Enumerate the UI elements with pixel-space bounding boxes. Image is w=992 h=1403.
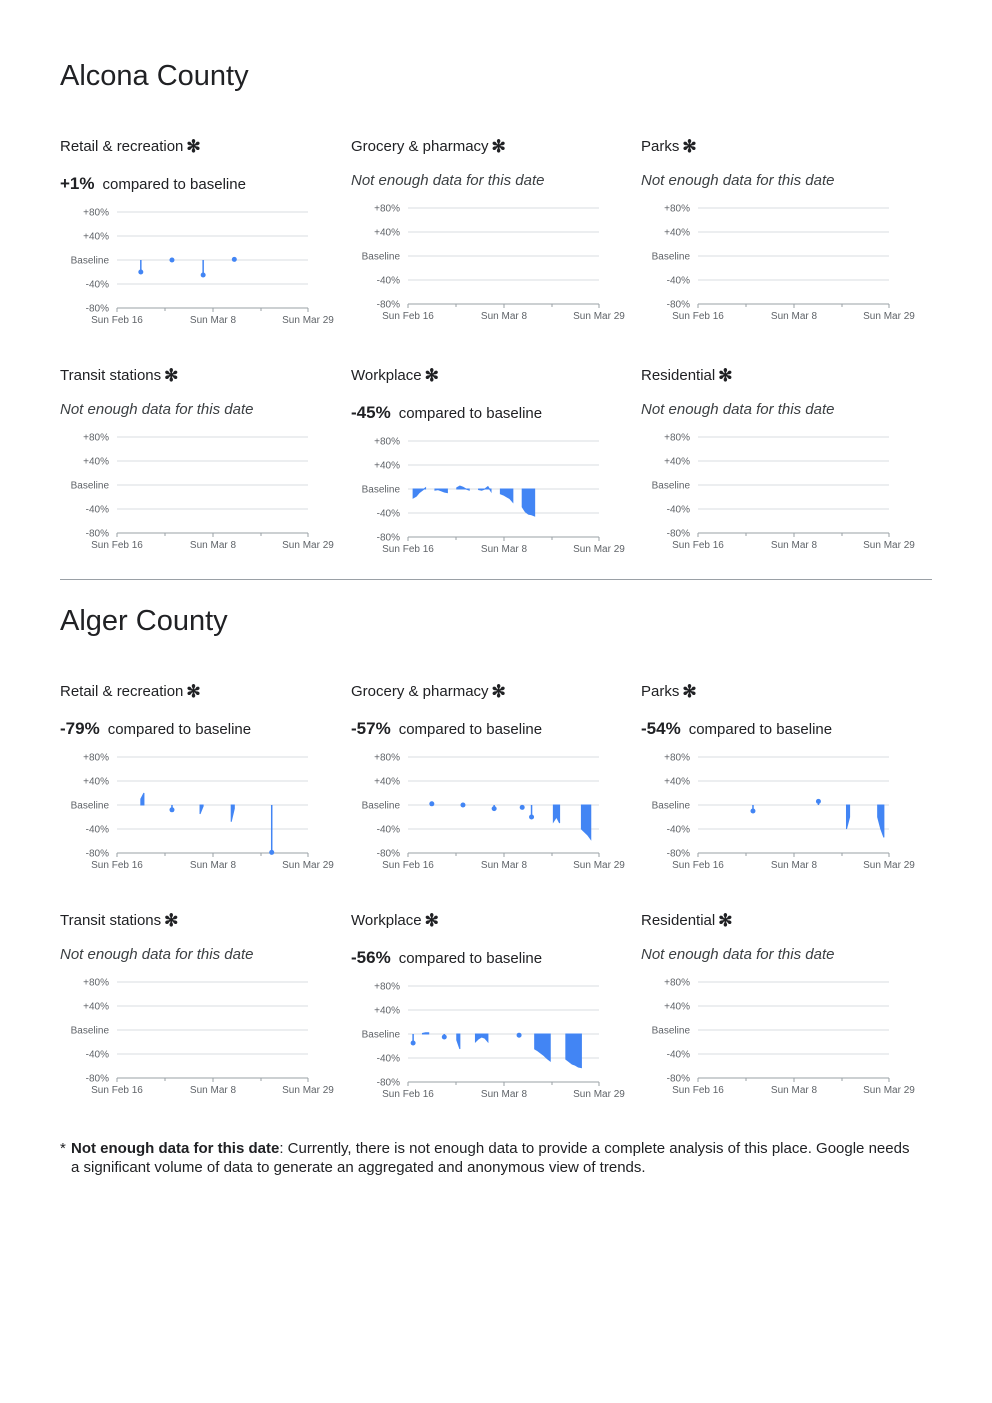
- y-tick-label: Baseline: [361, 251, 400, 263]
- series-point: [169, 807, 174, 812]
- y-tick-label: +80%: [664, 432, 690, 444]
- series-point: [816, 799, 821, 804]
- y-tick-label: Baseline: [70, 255, 109, 267]
- panel-title-label: Retail & recreation: [60, 138, 184, 155]
- panel-title-label: Residential: [641, 912, 716, 929]
- y-tick-label: -40%: [666, 275, 690, 287]
- series-point: [517, 1033, 522, 1038]
- y-tick-label: -40%: [666, 1049, 690, 1061]
- footnote-star: *: [60, 1140, 66, 1157]
- y-tick-label: +40%: [83, 1001, 109, 1013]
- series-area: [231, 805, 234, 822]
- x-tick-label: Sun Mar 29: [863, 540, 915, 551]
- mobility-chart: [641, 749, 921, 873]
- x-tick-label: Sun Mar 8: [770, 860, 818, 871]
- y-tick-label: +40%: [374, 460, 400, 472]
- panel-transit: [60, 912, 340, 1112]
- y-tick-label: -80%: [666, 1073, 690, 1085]
- stat-line: [351, 948, 542, 968]
- stat-line: [641, 719, 832, 739]
- mobility-chart: [60, 429, 340, 553]
- asterisk-icon: ✻: [718, 366, 733, 385]
- series-area: [878, 805, 884, 837]
- asterisk-icon: ✻: [424, 911, 439, 930]
- y-tick-label: -40%: [666, 824, 690, 836]
- y-tick-label: -40%: [85, 1049, 109, 1061]
- series-point: [201, 273, 206, 278]
- x-tick-label: Sun Mar 8: [480, 311, 528, 322]
- footnote: [60, 1139, 920, 1177]
- series-point: [442, 1035, 447, 1040]
- panel-transit: [60, 367, 340, 567]
- no-data-message: Not enough data for this date: [641, 172, 835, 189]
- y-tick-label: +40%: [374, 1005, 400, 1017]
- asterisk-icon: ✻: [718, 911, 733, 930]
- panel-retail: [60, 138, 340, 338]
- x-tick-label: Sun Feb 16: [382, 860, 434, 871]
- panel-parks: [641, 138, 921, 338]
- y-tick-label: -80%: [85, 528, 109, 540]
- no-data-message: Not enough data for this date: [60, 401, 254, 418]
- x-tick-label: Sun Mar 8: [189, 315, 237, 326]
- y-tick-label: Baseline: [651, 251, 690, 263]
- asterisk-icon: ✻: [491, 682, 506, 701]
- series-area: [422, 1033, 428, 1034]
- y-tick-label: -40%: [376, 1053, 400, 1065]
- panel-title: [60, 683, 201, 700]
- panel-title-label: Grocery & pharmacy: [351, 138, 489, 155]
- panel-title: [641, 683, 697, 700]
- y-tick-label: -80%: [376, 848, 400, 860]
- series-area: [475, 1034, 487, 1042]
- x-tick-label: Sun Mar 8: [480, 860, 528, 871]
- panel-title: [60, 138, 201, 155]
- series-area: [500, 489, 512, 502]
- y-tick-label: -80%: [376, 299, 400, 311]
- y-tick-label: -80%: [85, 1073, 109, 1085]
- y-tick-label: Baseline: [70, 480, 109, 492]
- x-tick-label: Sun Mar 8: [480, 1089, 528, 1100]
- series-point: [269, 850, 274, 855]
- county-title: Alger County: [60, 605, 228, 637]
- x-tick-label: Sun Mar 29: [282, 315, 334, 326]
- y-tick-label: -80%: [376, 1077, 400, 1089]
- panel-title: [641, 138, 697, 155]
- y-tick-label: +40%: [374, 776, 400, 788]
- county-section: [60, 605, 932, 1115]
- y-tick-label: -40%: [666, 504, 690, 516]
- y-tick-label: +40%: [83, 776, 109, 788]
- mobility-chart: [641, 200, 921, 324]
- panel-workplace: [351, 912, 631, 1112]
- asterisk-icon: ✻: [164, 366, 179, 385]
- series-area: [846, 805, 849, 829]
- asterisk-icon: ✻: [186, 137, 201, 156]
- y-tick-label: -40%: [85, 279, 109, 291]
- panel-title-label: Parks: [641, 683, 680, 700]
- stat-compared: compared to baseline: [102, 176, 246, 193]
- series-point: [138, 270, 143, 275]
- x-tick-label: Sun Mar 29: [573, 1089, 625, 1100]
- panel-title-label: Retail & recreation: [60, 683, 184, 700]
- x-tick-label: Sun Feb 16: [672, 1085, 724, 1096]
- county-divider: [60, 579, 932, 580]
- y-tick-label: -80%: [666, 848, 690, 860]
- stat-compared: compared to baseline: [398, 405, 543, 422]
- x-tick-label: Sun Mar 29: [573, 544, 625, 555]
- stat-compared: compared to baseline: [688, 721, 833, 738]
- y-tick-label: Baseline: [651, 800, 690, 812]
- y-tick-label: -80%: [85, 303, 109, 315]
- x-tick-label: Sun Feb 16: [382, 1089, 434, 1100]
- mobility-chart: [641, 429, 921, 553]
- footnote-term: Not enough data for this date: [71, 1140, 280, 1157]
- mobility-chart: [60, 204, 340, 328]
- y-tick-label: +80%: [664, 977, 690, 989]
- panel-title-label: Transit stations: [60, 912, 162, 929]
- series-area: [200, 805, 203, 814]
- series-point: [529, 815, 534, 820]
- series-area: [413, 488, 425, 498]
- x-tick-label: Sun Mar 29: [282, 860, 334, 871]
- y-tick-label: +80%: [83, 752, 109, 764]
- x-tick-label: Sun Feb 16: [672, 540, 724, 551]
- x-tick-label: Sun Mar 8: [189, 1085, 237, 1096]
- y-tick-label: Baseline: [651, 1025, 690, 1037]
- mobility-chart: [60, 749, 340, 873]
- mobility-chart: [641, 974, 921, 1098]
- series-area: [581, 805, 590, 839]
- x-tick-label: Sun Feb 16: [91, 540, 143, 551]
- stat-compared: compared to baseline: [107, 721, 252, 738]
- county-title: Alcona County: [60, 60, 249, 92]
- footnote-body: [60, 1139, 920, 1177]
- y-tick-label: +40%: [664, 776, 690, 788]
- y-tick-label: +80%: [664, 752, 690, 764]
- panel-title-label: Grocery & pharmacy: [351, 683, 489, 700]
- panel-title-label: Transit stations: [60, 367, 162, 384]
- y-tick-label: +40%: [664, 1001, 690, 1013]
- x-tick-label: Sun Feb 16: [91, 1085, 143, 1096]
- y-tick-label: +80%: [83, 207, 109, 219]
- y-tick-label: -80%: [85, 848, 109, 860]
- series-area: [535, 1034, 551, 1061]
- stat-value: +1%: [60, 174, 95, 193]
- no-data-message: Not enough data for this date: [641, 946, 835, 963]
- series-area: [553, 805, 559, 823]
- panel-title: [351, 138, 506, 155]
- series-point: [750, 809, 755, 814]
- mobility-chart: [351, 978, 631, 1102]
- y-tick-label: Baseline: [70, 1025, 109, 1037]
- panel-title-label: Residential: [641, 367, 716, 384]
- x-tick-label: Sun Feb 16: [672, 860, 724, 871]
- y-tick-label: -80%: [666, 299, 690, 311]
- stat-value: -54%: [641, 719, 681, 738]
- y-tick-label: +80%: [374, 981, 400, 993]
- y-tick-label: +80%: [374, 203, 400, 215]
- panel-title: [60, 912, 178, 929]
- asterisk-icon: ✻: [164, 911, 179, 930]
- x-tick-label: Sun Mar 29: [573, 860, 625, 871]
- stat-value: -45%: [351, 403, 391, 422]
- stat-line: [60, 174, 246, 194]
- x-tick-label: Sun Mar 8: [770, 1085, 818, 1096]
- stat-value: -79%: [60, 719, 100, 738]
- x-tick-label: Sun Feb 16: [91, 315, 143, 326]
- panel-title-label: Parks: [641, 138, 680, 155]
- county-section: [60, 60, 932, 570]
- series-point: [232, 257, 237, 262]
- y-tick-label: -80%: [666, 528, 690, 540]
- panel-retail: [60, 683, 340, 883]
- x-tick-label: Sun Feb 16: [382, 311, 434, 322]
- y-tick-label: +40%: [664, 456, 690, 468]
- asterisk-icon: ✻: [491, 137, 506, 156]
- panel-title: [60, 367, 178, 384]
- panel-grocery: [351, 138, 631, 338]
- y-tick-label: Baseline: [361, 1029, 400, 1041]
- series-point: [169, 258, 174, 263]
- series-point: [520, 805, 525, 810]
- stat-value: -56%: [351, 948, 391, 967]
- y-tick-label: +80%: [374, 752, 400, 764]
- y-tick-label: +40%: [664, 227, 690, 239]
- y-tick-label: Baseline: [361, 800, 400, 812]
- asterisk-icon: ✻: [682, 682, 697, 701]
- panel-title: [641, 367, 732, 384]
- stat-line: [60, 719, 251, 739]
- series-area: [435, 489, 447, 493]
- mobility-chart: [351, 433, 631, 557]
- series-area: [141, 793, 144, 805]
- no-data-message: Not enough data for this date: [641, 401, 835, 418]
- series-area: [522, 489, 534, 516]
- y-tick-label: -40%: [376, 508, 400, 520]
- series-area: [479, 487, 491, 492]
- panel-residential: [641, 912, 921, 1112]
- panel-title-label: Workplace: [351, 912, 422, 929]
- y-tick-label: Baseline: [651, 480, 690, 492]
- y-tick-label: -40%: [85, 504, 109, 516]
- x-tick-label: Sun Mar 29: [573, 311, 625, 322]
- panel-title: [351, 683, 506, 700]
- asterisk-icon: ✻: [424, 366, 439, 385]
- panel-title: [351, 367, 439, 384]
- panel-title-label: Workplace: [351, 367, 422, 384]
- series-point: [429, 801, 434, 806]
- series-area: [566, 1034, 582, 1068]
- stat-line: [351, 403, 542, 423]
- stat-value: -57%: [351, 719, 391, 738]
- panel-title: [351, 912, 439, 929]
- y-tick-label: +80%: [83, 977, 109, 989]
- panel-parks: [641, 683, 921, 883]
- no-data-message: Not enough data for this date: [60, 946, 254, 963]
- stat-compared: compared to baseline: [398, 950, 543, 967]
- x-tick-label: Sun Mar 8: [480, 544, 528, 555]
- footnote-text: : Currently, there is not enough data to provide a complete analysis of this place. Google needs a significant volume of data to generate an aggregated and anonymous view of trends.: [71, 1140, 910, 1176]
- x-tick-label: Sun Mar 29: [863, 311, 915, 322]
- stat-compared: compared to baseline: [398, 721, 543, 738]
- x-tick-label: Sun Mar 8: [770, 540, 818, 551]
- series-point: [411, 1041, 416, 1046]
- x-tick-label: Sun Mar 29: [282, 540, 334, 551]
- y-tick-label: -40%: [85, 824, 109, 836]
- y-tick-label: -40%: [376, 275, 400, 287]
- y-tick-label: +80%: [374, 436, 400, 448]
- asterisk-icon: ✻: [186, 682, 201, 701]
- panel-workplace: [351, 367, 631, 567]
- y-tick-label: +40%: [83, 456, 109, 468]
- mobility-chart: [60, 974, 340, 1098]
- series-point: [492, 806, 497, 811]
- y-tick-label: Baseline: [70, 800, 109, 812]
- stat-line: [351, 719, 542, 739]
- no-data-message: Not enough data for this date: [351, 172, 545, 189]
- x-tick-label: Sun Mar 29: [282, 1085, 334, 1096]
- y-tick-label: -40%: [376, 824, 400, 836]
- x-tick-label: Sun Mar 8: [189, 860, 237, 871]
- y-tick-label: Baseline: [361, 484, 400, 496]
- panel-residential: [641, 367, 921, 567]
- x-tick-label: Sun Mar 29: [863, 860, 915, 871]
- series-area: [457, 1034, 460, 1049]
- series-area: [457, 486, 469, 490]
- x-tick-label: Sun Feb 16: [382, 544, 434, 555]
- panel-title: [641, 912, 732, 929]
- x-tick-label: Sun Feb 16: [91, 860, 143, 871]
- series-point: [460, 803, 465, 808]
- x-tick-label: Sun Mar 29: [863, 1085, 915, 1096]
- y-tick-label: -80%: [376, 532, 400, 544]
- asterisk-icon: ✻: [682, 137, 697, 156]
- panel-grocery: [351, 683, 631, 883]
- x-tick-label: Sun Feb 16: [672, 311, 724, 322]
- y-tick-label: +80%: [664, 203, 690, 215]
- y-tick-label: +40%: [374, 227, 400, 239]
- mobility-chart: [351, 200, 631, 324]
- x-tick-label: Sun Mar 8: [770, 311, 818, 322]
- y-tick-label: +40%: [83, 231, 109, 243]
- x-tick-label: Sun Mar 8: [189, 540, 237, 551]
- mobility-chart: [351, 749, 631, 873]
- y-tick-label: +80%: [83, 432, 109, 444]
